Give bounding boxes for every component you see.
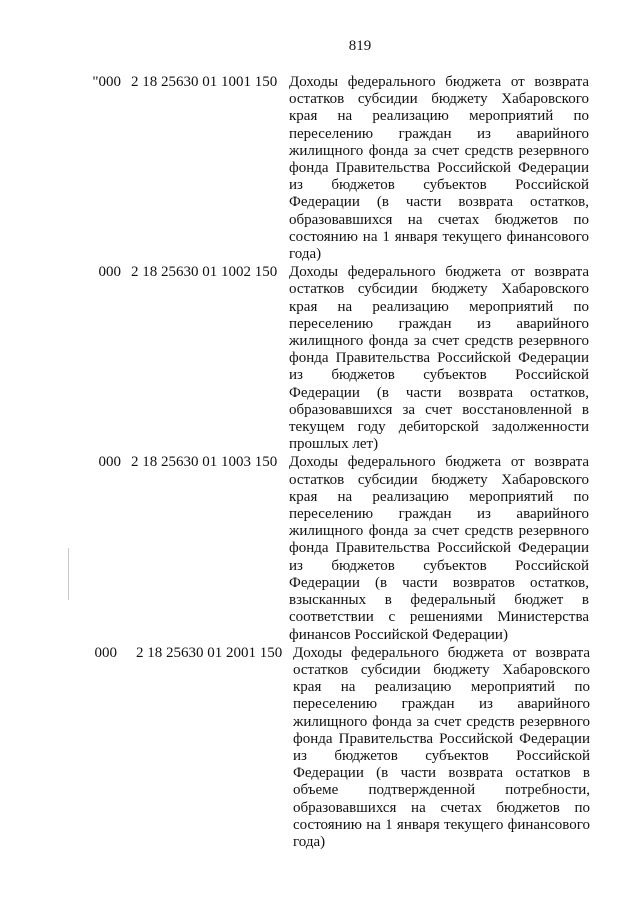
kbk-code: 2 18 25630 01 2001 150 [136, 644, 283, 661]
page-number: 819 [348, 38, 372, 54]
table-row [0, 645, 640, 851]
admin-code: 000 [98, 454, 121, 471]
income-description: Доходы федерального бюджета от возврата остатков субсидии бюджету Хабаровского края на реализацию мероприятий по переселению граждан из аварийного жилищного фонда за счет средств резервного фонда Правительства Российской Федерации из бюджетов субъектов Российской Федерации (в части возврата остатков в объеме подтвержденной потребности, образовавшихся на счетах бюджетов по состоянию на 1 января текущего финансового года) [293, 644, 590, 850]
admin-code: "000 [92, 74, 121, 90]
budget-code-table [0, 74, 640, 852]
table-row [0, 454, 640, 643]
kbk-code: 2 18 25630 01 1002 150 [131, 264, 278, 281]
kbk-code: 2 18 25630 01 1003 150 [131, 454, 278, 471]
income-description: Доходы федерального бюджета от возврата остатков субсидии бюджету Хабаровского края на реализацию мероприятий по переселению граждан из аварийного жилищного фонда за счет средств резервного фонда Правительства Российской Федерации из бюджетов субъектов Российской Федерации (в части возврата остатков, образовавшихся на счетах бюджетов по состоянию на 1 января текущего финансового года) [289, 74, 589, 263]
table-row [0, 264, 640, 453]
kbk-code: 2 18 25630 01 1001 150 [131, 74, 278, 90]
income-description: Доходы федерального бюджета от возврата остатков субсидии бюджету Хабаровского края на реализацию мероприятий по переселению граждан из аварийного жилищного фонда за счет средств резервного фонда Правительства Российской Федерации из бюджетов субъектов Российской Федерации (в части возврата остатков, образовавшихся за счет восстановленной в текущем году дебиторской задолженности прошлых лет) [289, 264, 589, 453]
admin-code: 000 [94, 644, 117, 661]
admin-code: 000 [98, 264, 121, 281]
scan-edge-mark [68, 548, 69, 600]
income-description: Доходы федерального бюджета от возврата остатков субсидии бюджету Хабаровского края на реализацию мероприятий по переселению граждан из аварийного жилищного фонда за счет средств резервного фонда Правительства Российской Федерации из бюджетов субъектов Российской Федерации (в части возвратов остатков, взысканных в федеральный бюджет в соответствии с решениями Министерства финансов Российской Федерации) [289, 454, 589, 643]
table-row [0, 74, 640, 263]
